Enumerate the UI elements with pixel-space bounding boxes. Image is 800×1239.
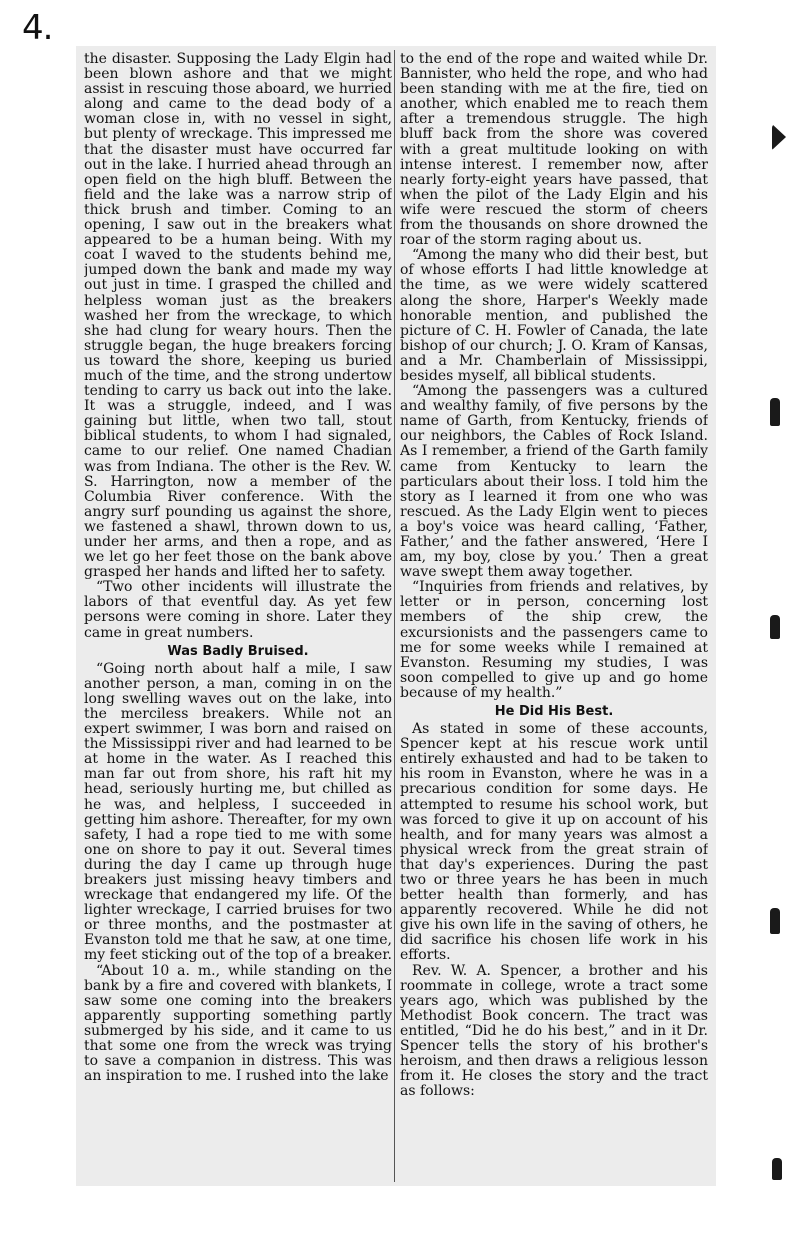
paragraph: “Going north about half a mile, I saw another person, a man, coming in on the long swelling waves out on the lake, into the merciless breakers. While not an expert swimmer, I was born and raised on the Mississippi river and had learned to be at home in the water. As I reached this man far out from shore, his raft hit my head, seriously hurting me, but chilled as he was, and helpless, I succeeded in getting him ashore. Thereafter, for my own safety, I had a rope tied to me with some one on shore to pay it out. Several times during the day I came up through huge breakers just missing heavy timbers and wreckage that endangered my life. Of the lighter wreckage, I carried bruises for two or three months, and the postmaster at Evanston told me that he saw, at one time, my feet sticking out of the top of a breaker. (84, 660, 392, 964)
paragraph: “Two other incidents will illustrate the labors of that eventful day. As yet few persons were coming in shore. Later they came in great numbers. (84, 579, 392, 641)
binding-hole-mark (770, 398, 780, 426)
section-heading: He Did His Best. (494, 704, 614, 720)
column-divider (394, 50, 395, 1182)
paragraph: to the end of the rope and waited while Dr. Bannister, who held the rope, and who had been standing with me at the fire, tied on another, which enabled me to reach them after a tremendous struggle. The high bluff back from the shore was covered with a great multitude looking on with intense interest. I remember now, after nearly forty-eight years have passed, that when the pilot of the Lady Elgin and his wife were rescued the storm of cheers from the thousands on shore drowned the roar of the storm raging about us. (400, 52, 708, 249)
binding-hole-mark (772, 1158, 782, 1180)
paragraph: the disaster. Supposing the Lady Elgin had been blown ashore and that we might assist in rescuing those aboard, we hurried along and came to the dead body of a woman close in, with no vessel in sight, but plenty of wreckage. This impressed me that the disaster must have occurred far out in the lake. I hurried ahead through an open field on the high bluff. Between the field and the lake was a narrow strip of thick brush and timber. Coming to an opening, I saw out in the breakers what appeared to be a human being. With my coat I waved to the students behind me, jumped down the bank and made my way out just in time. I grasped the chilled and helpless woman just as the breakers washed her from the wreckage, to which she had clung for weary hours. Then the struggle began, the huge breakers forcing us toward the shore, keeping us buried much of the time, and the strong undertow tending to carry us back out into the lake. It was a struggle, indeed, and I was gaining but little, when two tall, stout biblical students, to whom I had signaled, came to our relief. One named Chadian was from Indiana. The other is the Rev. W. S. Harrington, now a member of the Columbia River conference. With the angry surf pounding us against the shore, we fastened a shawl, thrown down to us, under her arms, and then a rope, and as we let go her feet those on the bank above grasped her hands and lifted her to safety. (84, 52, 392, 581)
page-number: 4. (22, 8, 53, 48)
paragraph: “About 10 a. m., while standing on the bank by a fire and covered with blankets, I saw some one coming into the breakers apparently supporting something partly submerged by his side, and it came to us that some one from the wreck was trying to save a companion in distress. This was an inspiration to me. I rushed into the lake (84, 962, 392, 1085)
binding-hole-mark (772, 124, 786, 150)
right-column (400, 52, 708, 1180)
paragraph: As stated in some of these accounts, Spencer kept at his rescue work until entirely exhausted and had to be taken to his room in Evanston, where he was in a precarious condition for some days. He attempted to resume his school work, but was forced to give it up on account of his health, and for many years was almost a physical wreck from the great strain of that day's experiences. During the past two or three years he has been in much better health than formerly, and has apparently recovered. While he did not give his own life in the saving of others, he did sacrifice his chosen life work in his efforts. (400, 721, 708, 964)
paragraph: “Inquiries from friends and relatives, by letter or in person, concerning lost members of the ship crew, the excursionists and the passengers came to me for some weeks while I remained at Evanston. Resuming my studies, I was soon compelled to give up and go home because of my health.” (400, 579, 708, 701)
left-column (84, 52, 392, 1180)
binding-hole-mark (770, 615, 780, 639)
paragraph: “Among the many who did their best, but of whose efforts I had little knowledge at the time, as we were widely scattered along the shore, Harper's Weekly made honorable mention, and published the picture of C. H. Fowler of Canada, the late bishop of our church; J. O. Kram of Kansas, and a Mr. Chamberlain of Mississippi, besides myself, all biblical students. (400, 247, 708, 384)
binding-hole-mark (770, 908, 780, 934)
section-heading: Was Badly Bruised. (167, 643, 309, 659)
paragraph: Rev. W. A. Spencer, a brother and his roommate in college, wrote a tract some years ago, which was published by the Methodist Book concern. The tract was entitled, “Did he do his best,” and in it Dr. Spencer tells the story of his brother's heroism, and then draws a religious lesson from it. He closes the story and the tract as follows: (400, 962, 708, 1100)
paragraph: “Among the passengers was a cultured and wealthy family, of five persons by the name of Garth, from Kentucky, friends of our neighbors, the Cables of Rock Island. As I remember, a friend of the Garth family came from Kentucky to learn the particulars about their loss. I told him the story as I learned it from one who was rescued. As the Lady Elgin went to pieces a boy's voice was heard calling, ‘Father, Father,’ and the father answered, ‘Here I am, my boy, close by you.’ Then a great wave swept them away together. (400, 383, 708, 581)
